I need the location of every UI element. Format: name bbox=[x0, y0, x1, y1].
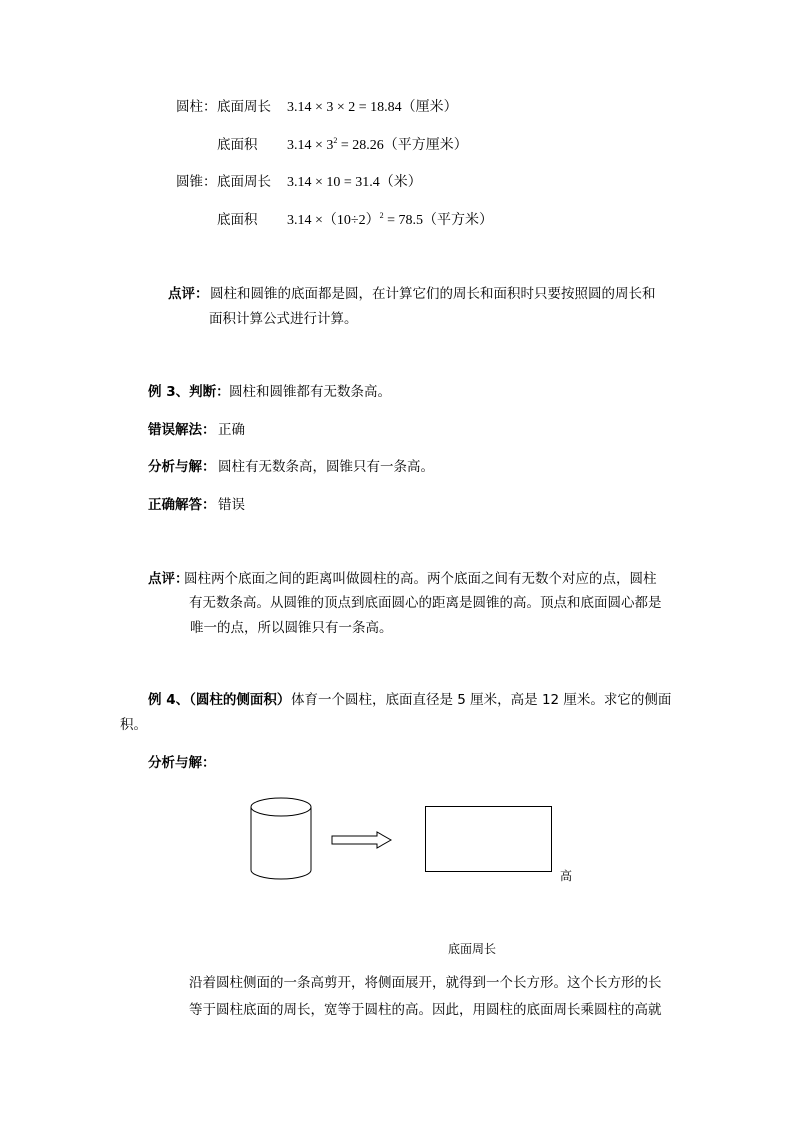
comment2-line2: 有无数条高。从圆锥的顶点到底面圆心的距离是圆锥的高。顶点和底面圆心都是 bbox=[189, 595, 662, 611]
comment2-label: 点评： bbox=[148, 571, 189, 587]
correct-answer-label: 正确解答： bbox=[148, 497, 216, 513]
cone-circumference-formula: 3.14 × 10 = 31.4（米） bbox=[287, 175, 422, 190]
cone-label: 圆锥： bbox=[176, 174, 217, 190]
comment1-line1: 圆柱和圆锥的底面都是圆，在计算它们的周长和面积时只要按照圆的周长和 bbox=[210, 286, 656, 302]
correct-answer-text: 错误 bbox=[218, 497, 245, 513]
example3-label: 例 3、判断： bbox=[148, 384, 230, 400]
height-label: 高 bbox=[560, 869, 573, 883]
analysis-label-4: 分析与解： bbox=[148, 755, 216, 771]
wrong-solution-label: 错误解法： bbox=[148, 422, 216, 438]
explanation-line1: 沿着圆柱侧面的一条高剪开，将侧面展开，就得到一个长方形。这个长方形的长 bbox=[189, 975, 662, 991]
cylinder-top-ellipse bbox=[251, 798, 311, 816]
wrong-solution-text: 正确 bbox=[218, 422, 245, 438]
cylinder-label: 圆柱： bbox=[176, 99, 217, 115]
cylinder-shape bbox=[251, 798, 311, 879]
comment2-line3: 唯一的点，所以圆锥只有一条高。 bbox=[190, 620, 393, 636]
right-arrow-shape bbox=[332, 832, 391, 848]
example4-text-line2: 积。 bbox=[120, 717, 147, 733]
cylinder-circumference-formula: 3.14 × 3 × 2 = 18.84（厘米） bbox=[287, 100, 458, 115]
cone-area-label: 底面积 bbox=[217, 212, 258, 228]
comment2-line1: 圆柱两个底面之间的距离叫做圆柱的高。两个底面之间有无数个对应的点，圆柱 bbox=[184, 571, 657, 587]
cone-circumference-label: 底面周长 bbox=[217, 174, 271, 190]
cylinder-bottom-arc bbox=[251, 870, 311, 879]
explanation-line2: 等于圆柱底面的周长，宽等于圆柱的高。因此，用圆柱的底面周长乘圆柱的高就 bbox=[189, 1002, 662, 1018]
comment1-label: 点评： bbox=[168, 286, 209, 302]
example4-label: 例 4、（圆柱的侧面积） bbox=[148, 692, 291, 708]
analysis-text-3: 圆柱有无数条高，圆锥只有一条高。 bbox=[218, 459, 434, 475]
cone-area-exponent: 2 bbox=[379, 211, 384, 220]
cylinder-area-exponent: 2 bbox=[333, 136, 338, 145]
cylinder-circumference-label: 底面周长 bbox=[217, 99, 271, 115]
analysis-label-3: 分析与解： bbox=[148, 459, 216, 475]
unrolled-rectangle bbox=[426, 807, 552, 872]
example4-text-line1: 体育一个圆柱，底面直径是 5 厘米，高是 12 厘米。求它的侧面 bbox=[291, 692, 672, 708]
example3-text: 圆柱和圆锥都有无数条高。 bbox=[229, 384, 391, 400]
cone-area-result: = 78.5（平方米） bbox=[383, 213, 493, 228]
cylinder-area-label: 底面积 bbox=[217, 137, 258, 153]
base-circumference-label: 底面周长 bbox=[448, 942, 497, 956]
cylinder-area-result: = 28.26（平方厘米） bbox=[337, 138, 468, 153]
comment1-line2: 面积计算公式进行计算。 bbox=[209, 311, 358, 327]
cylinder-area-base: 3.14 × 3 bbox=[287, 138, 334, 153]
cone-area-base: 3.14 ×（10÷2） bbox=[287, 213, 380, 228]
